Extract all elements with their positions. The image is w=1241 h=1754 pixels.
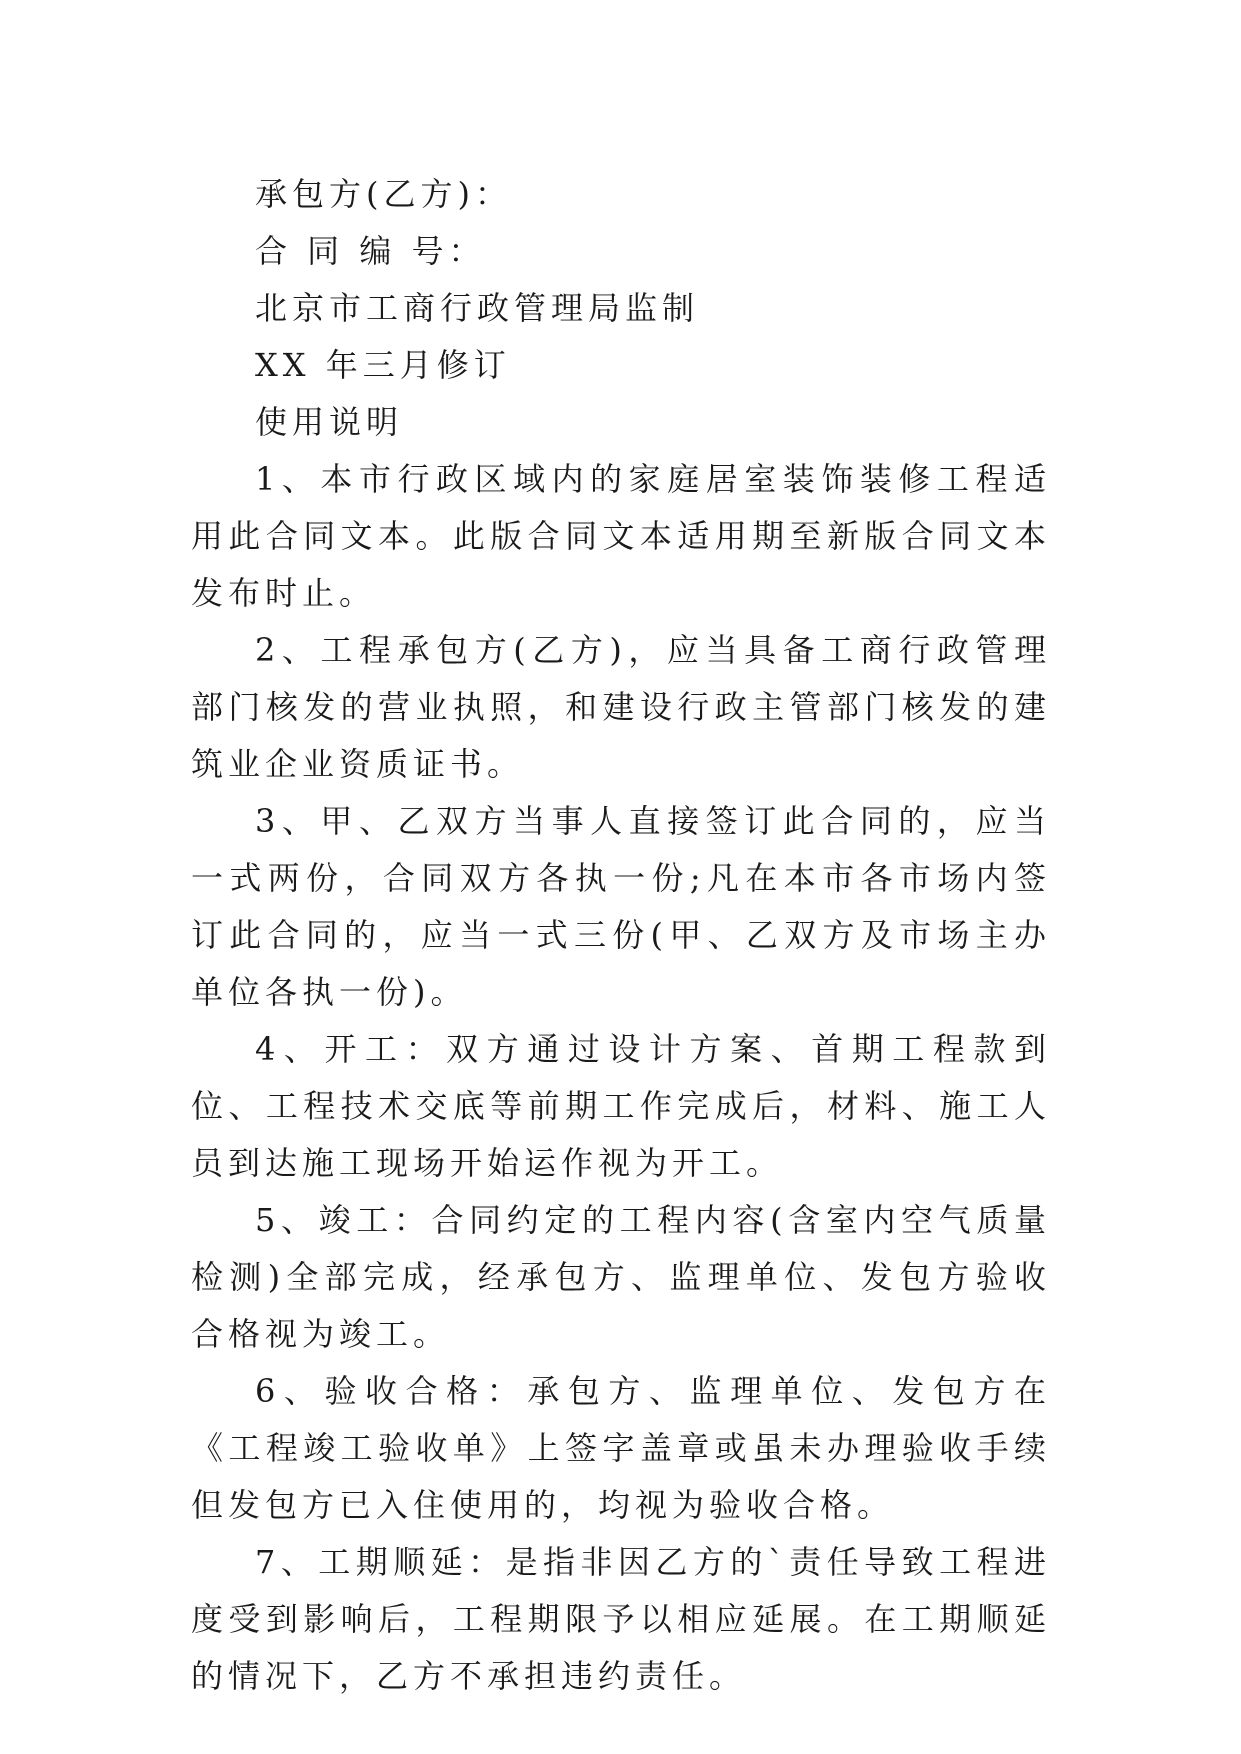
contractor-line: 承包方(乙方)： <box>255 175 512 213</box>
instruction-item-1: 1、本市行政区域内的家庭居室装饰装修工程适用此合同文本。此版合同文本适用期至新版合同文本发布时止。 <box>191 460 1051 612</box>
section-title: 使用说明 <box>255 403 404 441</box>
revision-line: XX 年三月修订 <box>255 346 511 384</box>
supervisor-line: 北京市工商行政管理局监制 <box>255 289 700 327</box>
instruction-item-4: 4、开工：双方通过设计方案、首期工程款到位、工程技术交底等前期工作完成后，材料、施工人员到达施工现场开始运作视为开工。 <box>191 1030 1051 1182</box>
instruction-item-7: 7、工期顺延：是指非因乙方的`责任导致工程进度受到影响后，工程期限予以相应延展。在工期顺延的情况下，乙方不承担违约责任。 <box>191 1543 1051 1695</box>
contract-number-line: 合 同 编 号： <box>255 232 486 270</box>
instruction-item-2: 2、工程承包方(乙方)，应当具备工商行政管理部门核发的营业执照，和建设行政主管部门核发的建筑业企业资质证书。 <box>191 631 1051 783</box>
instruction-item-6: 6、验收合格：承包方、监理单位、发包方在《工程竣工验收单》上签字盖章或虽未办理验收手续但发包方已入住使用的，均视为验收合格。 <box>191 1372 1051 1524</box>
instruction-item-3: 3、甲、乙双方当事人直接签订此合同的，应当一式两份，合同双方各执一份;凡在本市各市场内签订此合同的，应当一式三份(甲、乙双方及市场主办单位各执一份)。 <box>191 802 1051 1011</box>
instruction-item-5: 5、竣工：合同约定的工程内容(含室内空气质量检测)全部完成，经承包方、监理单位、发包方验收合格视为竣工。 <box>191 1201 1051 1353</box>
document-page <box>191 166 1051 1705</box>
